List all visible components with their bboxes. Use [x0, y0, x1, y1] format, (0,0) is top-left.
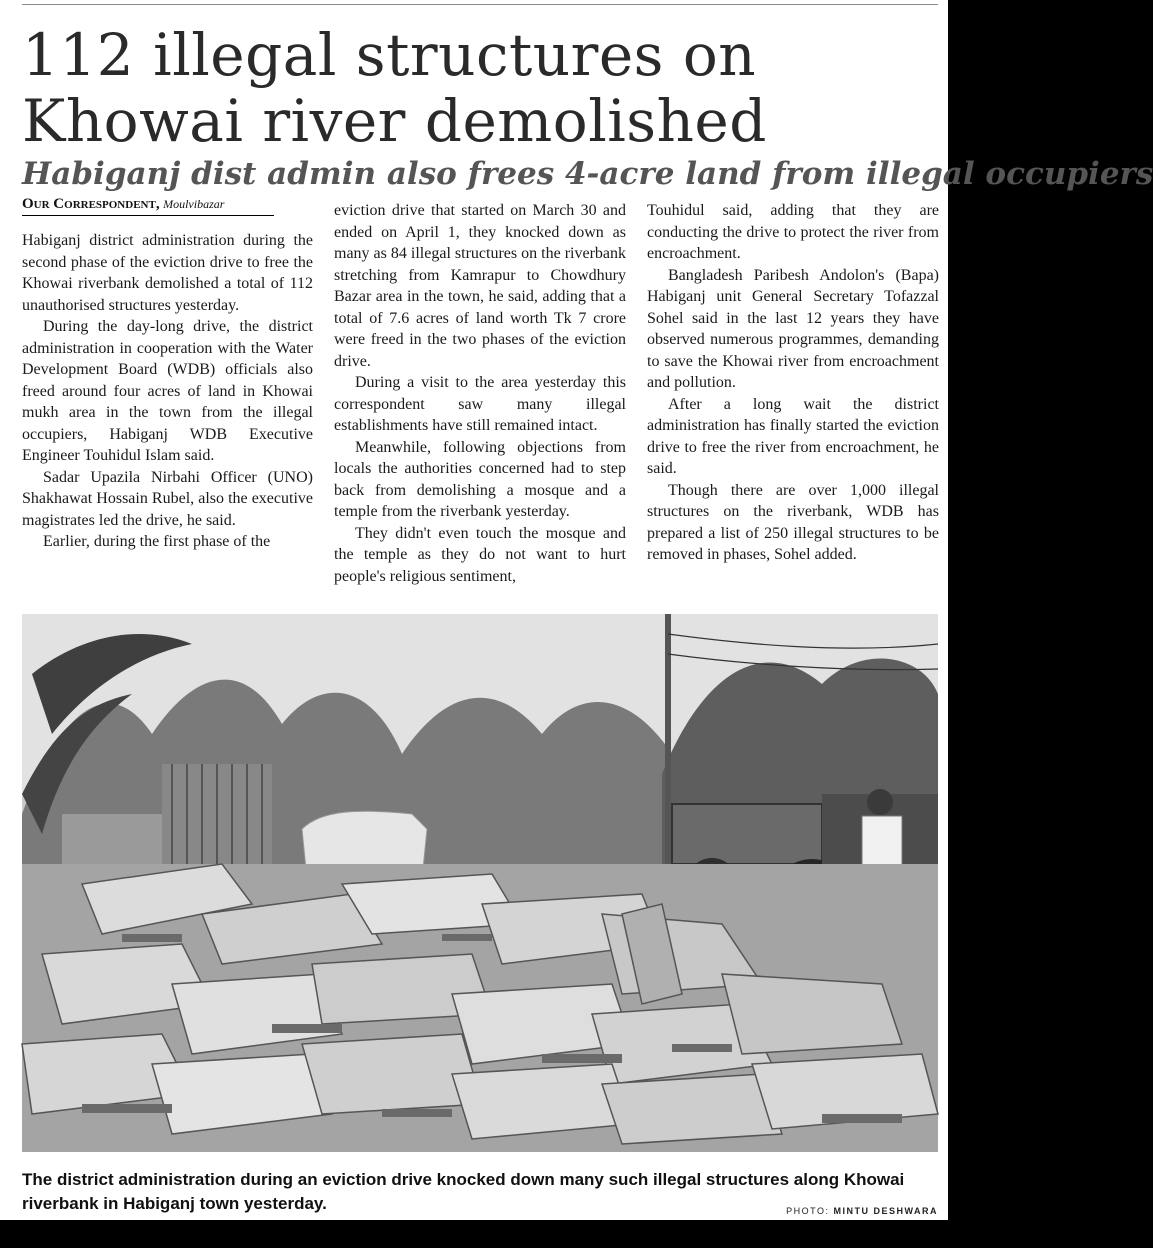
paragraph: They didn't even touch the mosque and the temple as they do not want to hurt people's religious sentiment,	[334, 524, 626, 585]
paragraph: Though there are over 1,000 illegal structures on the riverbank, WDB has prepared a list of 250 illegal structures to be removed in phases, Sohel added.	[647, 481, 939, 563]
photo-caption: The district administration during an eviction drive knocked down many such illegal structures along Khowai riverbank in Habiganj town yesterday.	[22, 1170, 905, 1213]
article-column-3	[647, 200, 939, 614]
paragraph: During a visit to the area yesterday this correspondent saw many illegal establishments have still remained intact.	[334, 374, 626, 434]
demolition-rubble-illustration	[22, 614, 938, 1152]
photo-credit	[786, 1206, 938, 1216]
paragraph: Meanwhile, following objections from locals the authorities concerned had to step back from demolishing a mosque and a temple from the riverbank yesterday.	[334, 438, 626, 520]
paragraph: eviction drive that started on March 30 and ended on April 1, they knocked down as many as 84 illegal structures on the riverbank stretching from Kamrapur to Chowdhury Bazar area in the town, he said, adding that a total of 7.6 acres of land worth Tk 7 crore were freed in the two phases of the eviction drive.	[334, 202, 626, 370]
byline-location: Moulvibazar	[163, 197, 225, 211]
paragraph: After a long wait the district administration has finally started the eviction drive to free the river from encroachment, he said.	[647, 395, 939, 477]
article-column-1	[22, 230, 313, 614]
byline-author: Our Correspondent,	[22, 196, 160, 212]
photo-credit-label: PHOTO:	[786, 1206, 830, 1216]
headline: 112 illegal structures on Khowai river demolished	[22, 21, 767, 155]
top-rule	[22, 4, 938, 5]
byline	[22, 196, 274, 216]
paragraph: Sadar Upazila Nirbahi Officer (UNO) Shakhawat Hossain Rubel, also the executive magistrates led the drive, he said.	[22, 468, 313, 529]
news-photo	[22, 614, 938, 1152]
paragraph: Earlier, during the first phase of the	[43, 533, 271, 550]
paragraph: Touhidul said, adding that they are conducting the drive to protect the river from encroachment.	[647, 202, 939, 262]
paragraph: During the day-long drive, the district administration in cooperation with the Water Development Board (WDB) officials also freed around four acres of land in Khowai mukh area in the town from the illegal occupiers, Habiganj WDB Executive Engineer Touhidul Islam said.	[22, 318, 313, 464]
article-column-2	[334, 200, 626, 614]
subheadline: Habiganj dist admin also frees 4-acre land from illegal occupiers	[22, 156, 1153, 192]
paragraph: Habiganj district administration during the second phase of the eviction drive to free the Khowai riverbank demolished a total of 112 unauthorised structures yesterday.	[22, 232, 313, 314]
paragraph: Bangladesh Paribesh Andolon's (Bapa) Habiganj unit General Secretary Tofazzal Sohel said in the last 12 years they have observed numerous programmes, demanding to save the Khowai river from encroachment and pollution.	[647, 266, 939, 391]
photo-credit-name: MINTU DESHWARA	[833, 1206, 938, 1216]
